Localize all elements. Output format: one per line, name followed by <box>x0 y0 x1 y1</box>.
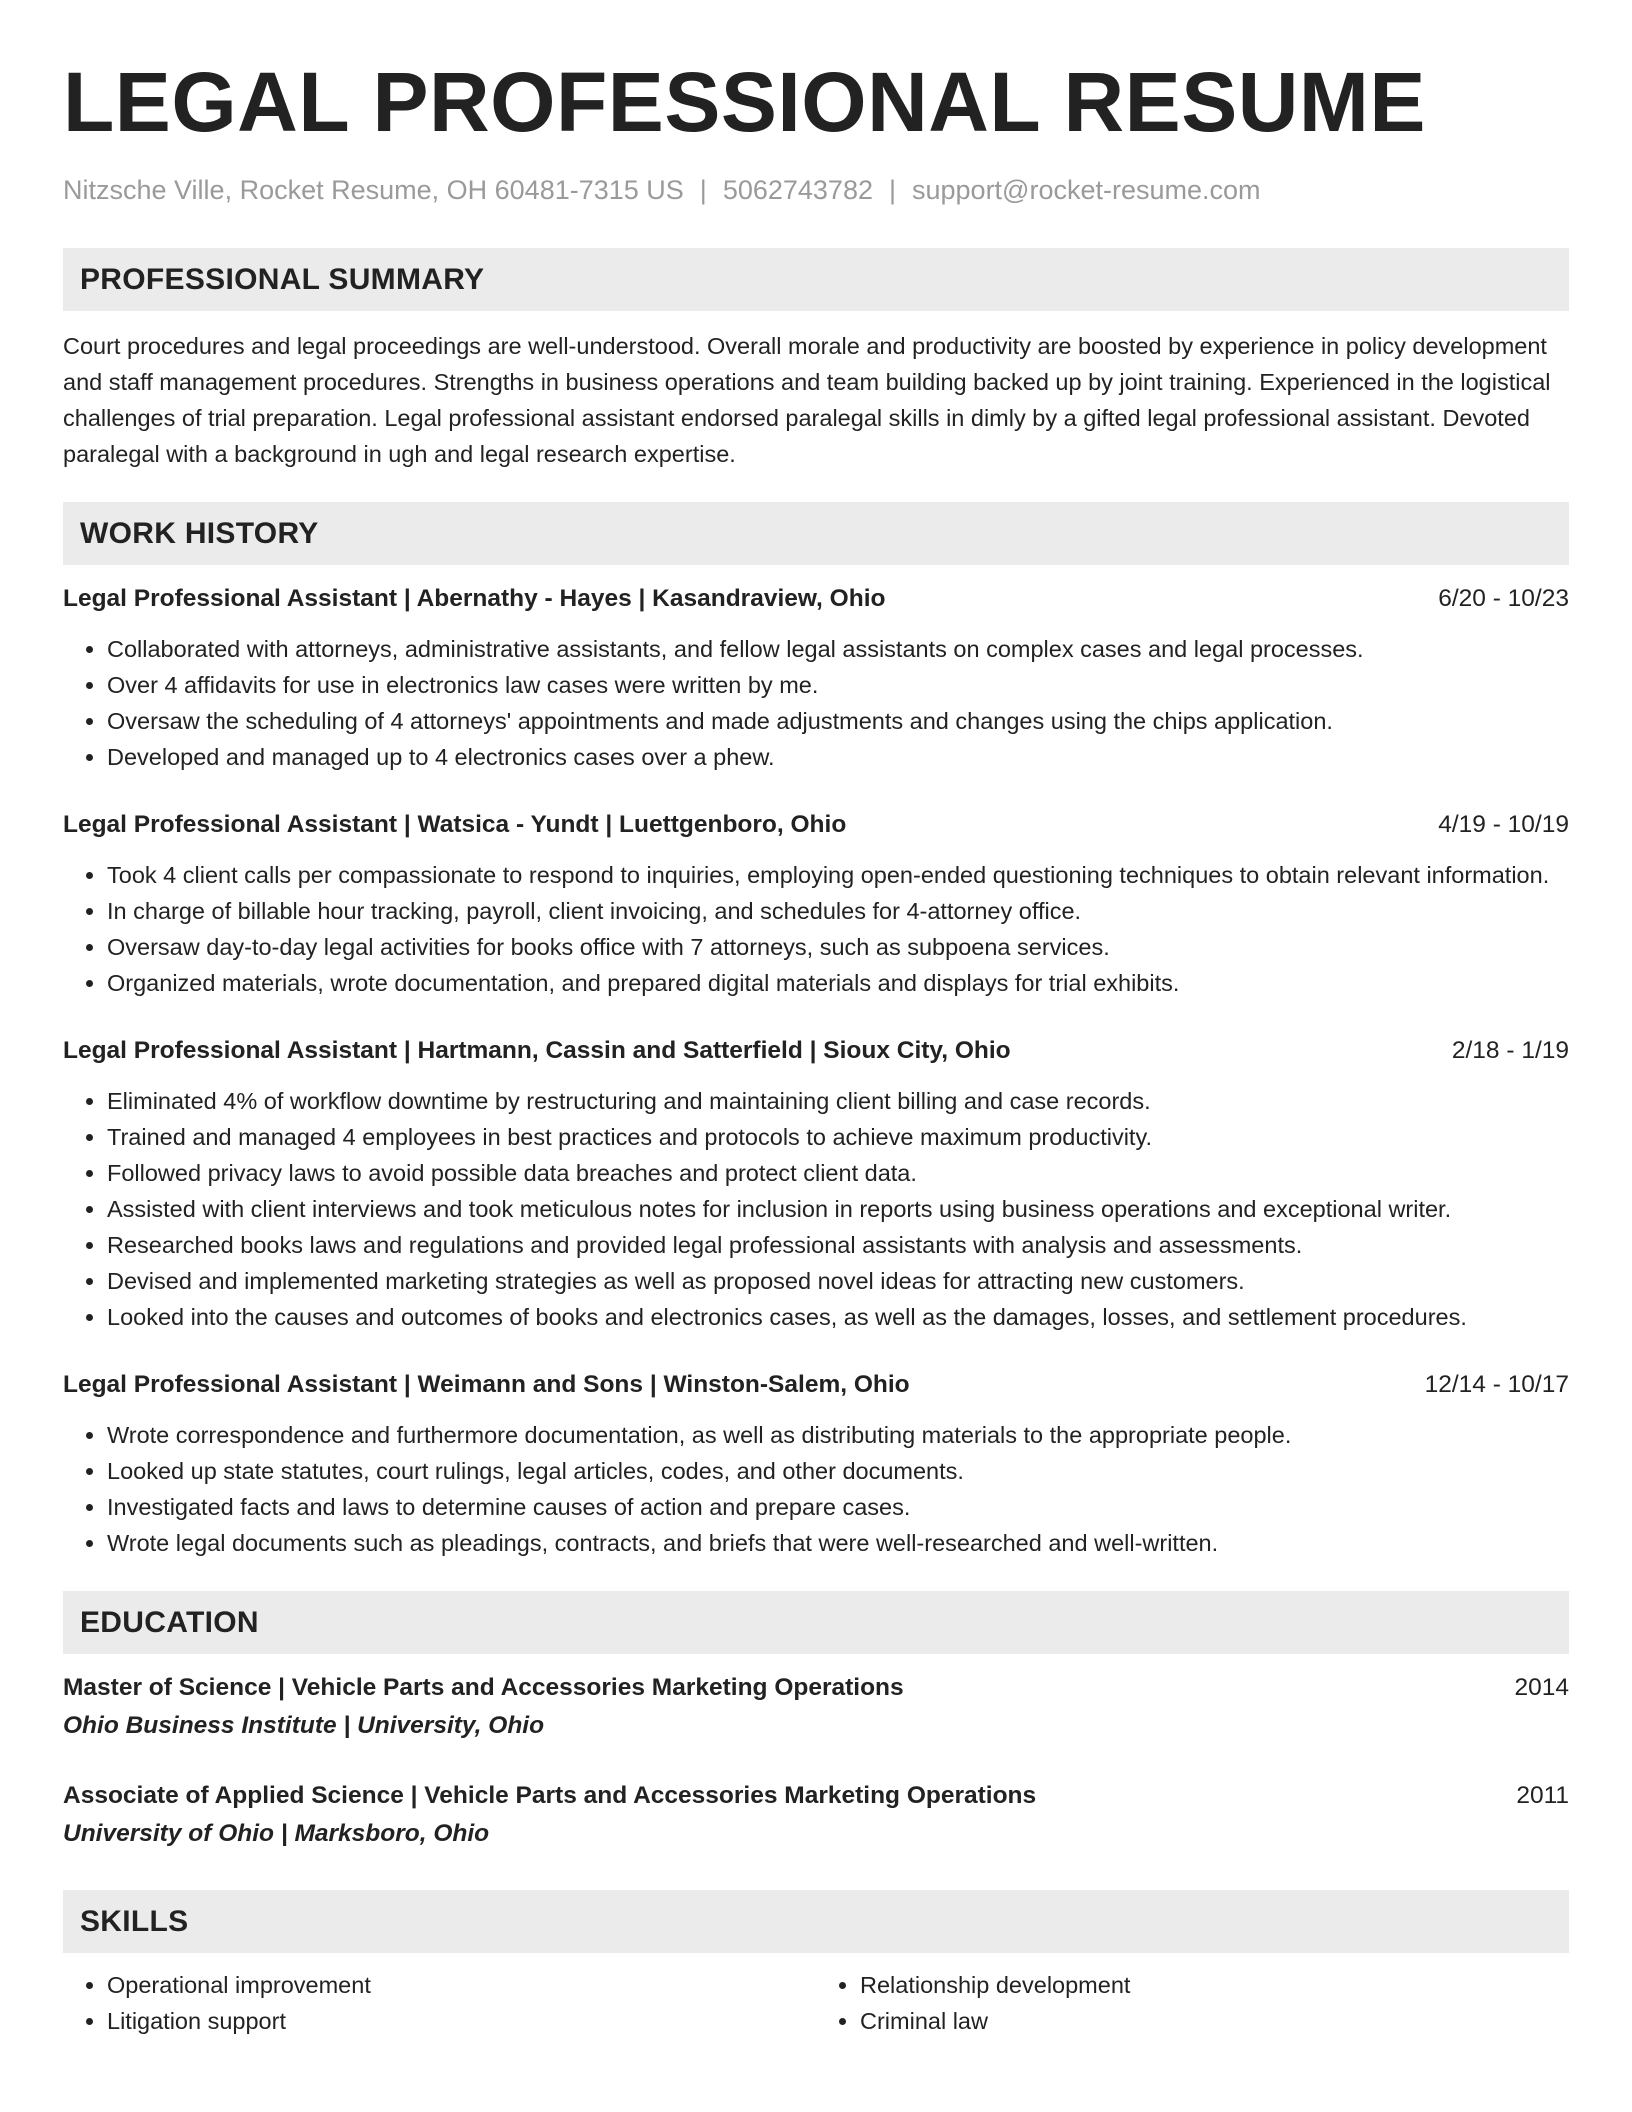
education-school: Ohio Business Institute | University, Ohio <box>63 1712 545 1739</box>
section-heading-education: EDUCATION <box>63 1591 1569 1654</box>
job-bullet: • Oversaw the scheduling of 4 attorneys' appointments and made adjustments and changes using the chips application. <box>107 703 1569 739</box>
resume-title: LEGAL PROFESSIONAL RESUME <box>63 55 1426 149</box>
education-entry <box>63 1670 1569 1744</box>
skill-item: • Relationship development <box>860 1967 1569 2003</box>
skill-item: • Criminal law <box>860 2003 1569 2039</box>
contact-separator: | <box>888 175 896 205</box>
job-title: Legal Professional Assistant | Watsica - Yundt | Luettgenboro, Ohio <box>63 811 847 838</box>
job-bullet: • Wrote correspondence and furthermore documentation, as well as distributing materials to the appropriate people. <box>107 1417 1569 1453</box>
job-bullet: • Followed privacy laws to avoid possible data breaches and protect client data. <box>107 1155 1569 1191</box>
skills-column-left <box>63 1967 816 2039</box>
job-entry <box>63 581 1569 775</box>
contact-line <box>63 172 1569 208</box>
summary-text: Court procedures and legal proceedings are well-understood. Overall morale and productivity are boosted by experience in policy development and staff management procedures. Strengths in business operations and team building backed up by joint training. Experienced in the logistical challenges of trial preparation. Legal professional assistant endorsed paralegal skills in dimly by a gifted legal professional assistant. Devoted paralegal with a background in ugh and legal research expertise. <box>63 333 1551 467</box>
skill-item: • Litigation support <box>107 2003 816 2039</box>
education-year: 2014 <box>1514 1674 1569 1701</box>
job-bullet: • Organized materials, wrote documentation, and prepared digital materials and displays for trial exhibits. <box>107 965 1569 1001</box>
skills-list <box>63 1967 1569 2039</box>
job-bullet: • Took 4 client calls per compassionate to respond to inquiries, employing open-ended questioning techniques to obtain relevant information. <box>107 857 1569 893</box>
job-bullets <box>63 857 1569 1001</box>
job-title: Legal Professional Assistant | Hartmann, Cassin and Satterfield | Sioux City, Ohio <box>63 1037 1011 1064</box>
job-bullet: • Assisted with client interviews and took meticulous notes for inclusion in reports using business operations and exceptional writer. <box>107 1191 1569 1227</box>
job-bullet: • Trained and managed 4 employees in best practices and protocols to achieve maximum productivity. <box>107 1119 1569 1155</box>
contact-email: support@rocket-resume.com <box>912 175 1261 205</box>
job-header <box>63 807 1569 843</box>
job-dates: 12/14 - 10/17 <box>1424 1371 1569 1398</box>
job-header <box>63 1367 1569 1403</box>
education-degree: Master of Science | Vehicle Parts and Accessories Marketing Operations <box>63 1674 904 1701</box>
education-school: University of Ohio | Marksboro, Ohio <box>63 1820 490 1847</box>
job-entry <box>63 1367 1569 1561</box>
job-bullet: • Looked into the causes and outcomes of books and electronics cases, as well as the damages, losses, and settlement procedures. <box>107 1299 1569 1335</box>
job-bullet: • In charge of billable hour tracking, payroll, client invoicing, and schedules for 4-attorney office. <box>107 893 1569 929</box>
education-header <box>63 1670 1569 1706</box>
job-bullets <box>63 1083 1569 1335</box>
skills-column-right <box>816 1967 1569 2039</box>
job-bullet: • Collaborated with attorneys, administrative assistants, and fellow legal assistants on complex cases and legal processes. <box>107 631 1569 667</box>
education-header <box>63 1778 1569 1814</box>
contact-phone: 5062743782 <box>722 175 873 205</box>
education-degree: Associate of Applied Science | Vehicle Parts and Accessories Marketing Operations <box>63 1782 1037 1809</box>
job-bullet: • Developed and managed up to 4 electronics cases over a phew. <box>107 739 1569 775</box>
job-dates: 6/20 - 10/23 <box>1438 585 1569 612</box>
education-year: 2011 <box>1516 1782 1569 1809</box>
job-dates: 4/19 - 10/19 <box>1438 811 1569 838</box>
job-bullet: • Oversaw day-to-day legal activities for books office with 7 attorneys, such as subpoena services. <box>107 929 1569 965</box>
education-entry <box>63 1778 1569 1852</box>
section-heading-summary: PROFESSIONAL SUMMARY <box>63 248 1569 311</box>
job-dates: 2/18 - 1/19 <box>1451 1037 1569 1064</box>
job-entry <box>63 807 1569 1001</box>
job-title: Legal Professional Assistant | Abernathy - Hayes | Kasandraview, Ohio <box>63 585 886 612</box>
job-bullet: • Looked up state statutes, court rulings, legal articles, codes, and other documents. <box>107 1453 1569 1489</box>
job-entry <box>63 1033 1569 1335</box>
skill-item: • Operational improvement <box>107 1967 816 2003</box>
job-bullets <box>63 1417 1569 1561</box>
job-bullet: • Over 4 affidavits for use in electronics law cases were written by me. <box>107 667 1569 703</box>
contact-separator: | <box>699 175 707 205</box>
job-title: Legal Professional Assistant | Weimann and Sons | Winston-Salem, Ohio <box>63 1371 910 1398</box>
job-bullets <box>63 631 1569 775</box>
section-heading-work-history: WORK HISTORY <box>63 502 1569 565</box>
job-bullet: • Investigated facts and laws to determine causes of action and prepare cases. <box>107 1489 1569 1525</box>
section-heading-skills: SKILLS <box>63 1890 1569 1953</box>
job-header <box>63 1033 1569 1069</box>
job-bullet: • Devised and implemented marketing strategies as well as proposed novel ideas for attracting new customers. <box>107 1263 1569 1299</box>
job-bullet: • Eliminated 4% of workflow downtime by restructuring and maintaining client billing and case records. <box>107 1083 1569 1119</box>
job-header <box>63 581 1569 617</box>
job-bullet: • Wrote legal documents such as pleadings, contracts, and briefs that were well-researched and well-written. <box>107 1525 1569 1561</box>
contact-address: Nitzsche Ville, Rocket Resume, OH 60481-7315 US <box>63 175 684 205</box>
job-bullet: • Researched books laws and regulations and provided legal professional assistants with analysis and assessments. <box>107 1227 1569 1263</box>
